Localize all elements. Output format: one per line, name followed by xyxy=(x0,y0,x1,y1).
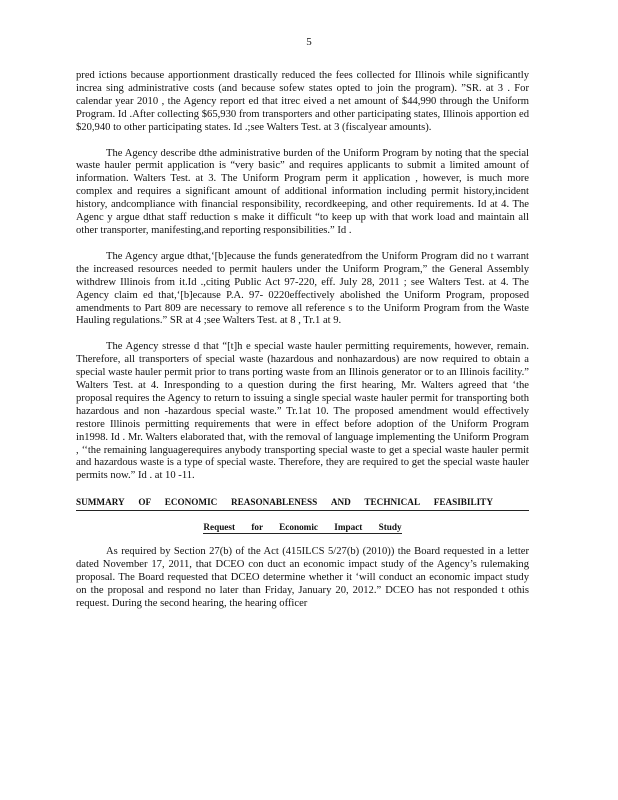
paragraph-permitting-requirements: The Agency stresse d that “[t]h e special waste hauler permitting requirements, however, remain. Therefore, all transporters of special waste (hazardous and nonhazardous) are now required to obtain a special waste hauler permit prior to trans porting waste from an Illinois generator or to an Illinois facility.” Walters Test. at 4. Inresponding to a question during the first hearing, Mr. Walters agreed that ‘the proposal requires the Agency to return to issuing a single special waste hauler permit for transporting both hazardous and non -hazardous special waste.” Tr.1at 10. The proposed amendment would effectively restore Illinois permitting requirements that were in effect before adoption of the Uniform Program in1998. Id . Mr. Walters elaborated that, with the removal of language implementing the Uniform Program , ‘‘the remaining languagerequires anybody transporting special waste to get a special waste hauler permit and hazardous waste is a type of special waste. Therefore, they are required to get the special waste hauler permits now.” Id . at 10 -11. xyxy=(76,341,529,482)
paragraph-administrative-burden: The Agency describe dthe administrative burden of the Uniform Program by noting that the special waste hauler permit application is “very basic” and requires applicants to submit a limited amount of information. Walters Test. at 3. The Uniform Program perm it application , however, is much more complex and requires a significant amount of additional information including permit history,incident history, andcompliance with financial responsibility, recordkeeping, and other requirements. Id at 4. The Agenc y argue dthat staff reduction s make it difficult “to keep up with that work load and maintain all other transporter, manifesting,and reporting responsibilities.” Id . xyxy=(76,147,529,236)
paragraph-continuation: pred ictions because apportionment drastically reduced the fees collected for Illinois while significantly increa sing administrative costs (and because sofew states opted to join the program). ”SR. at 3 . For calendar year 2010 , the Agency report ed that itrec eived a net amount of $44,990 through the Uniform Program. Id .After collecting $65,930 from transporters and other participating states, Illinois apportion ed $20,940 to other participating states. Id .;see Walters Test. at 3 (fiscalyear amounts). xyxy=(76,70,529,133)
document-body xyxy=(76,70,529,624)
heading-word: SUMMARY xyxy=(76,497,125,508)
paragraph-general-assembly: The Agency argue dthat,‘[b]ecause the funds generatedfrom the Uniform Program did no t warrant the increased resources needed to permit haulers under the Uniform Program,” the General Assembly withdrew Illinois from it.Id .,citing Public Act 97-220, eff. July 28, 2011 ; see Walters Test. at 4. The Agency claim ed that,‘[b]ecause P.A. 97- 0220effectively abolished the Uniform Program, proposed amendments to Part 809 are necessary to remove all reference s to the Uniform Program from the Waste Hauling regulations.” SR at 4 ;see Walters Test. at 8 , Tr.1 at 9. xyxy=(76,250,529,327)
heading-word: ECONOMIC xyxy=(164,497,218,508)
section-heading-summary xyxy=(76,496,529,511)
heading-word: FEASIBILITY xyxy=(433,497,493,508)
heading-word: TECHNICAL xyxy=(364,497,421,508)
page-number: 5 xyxy=(306,36,312,48)
sub-heading-economic-impact: Request for Economic Impact Study xyxy=(203,522,402,533)
heading-word: AND xyxy=(330,497,351,508)
paragraph-economic-impact: As required by Section 27(b) of the Act (415ILCS 5/27(b) (2010)) the Board requested in a letter dated November 17, 2011, that DCEO con duct an economic impact study of the Agency’s rulemaking proposal. The Board requested that DCEO determine whether it ‘will conduct an economic impact study on the proposal and respond no later than Friday, January 20, 2012.” DCEO has not responded t othis request. During the second hearing, the hearing officer xyxy=(76,546,529,609)
heading-word: REASONABLENESS xyxy=(230,497,318,508)
sub-heading-wrap xyxy=(76,521,529,534)
section-heading-wrap xyxy=(76,496,529,511)
heading-word: OF xyxy=(138,497,152,508)
